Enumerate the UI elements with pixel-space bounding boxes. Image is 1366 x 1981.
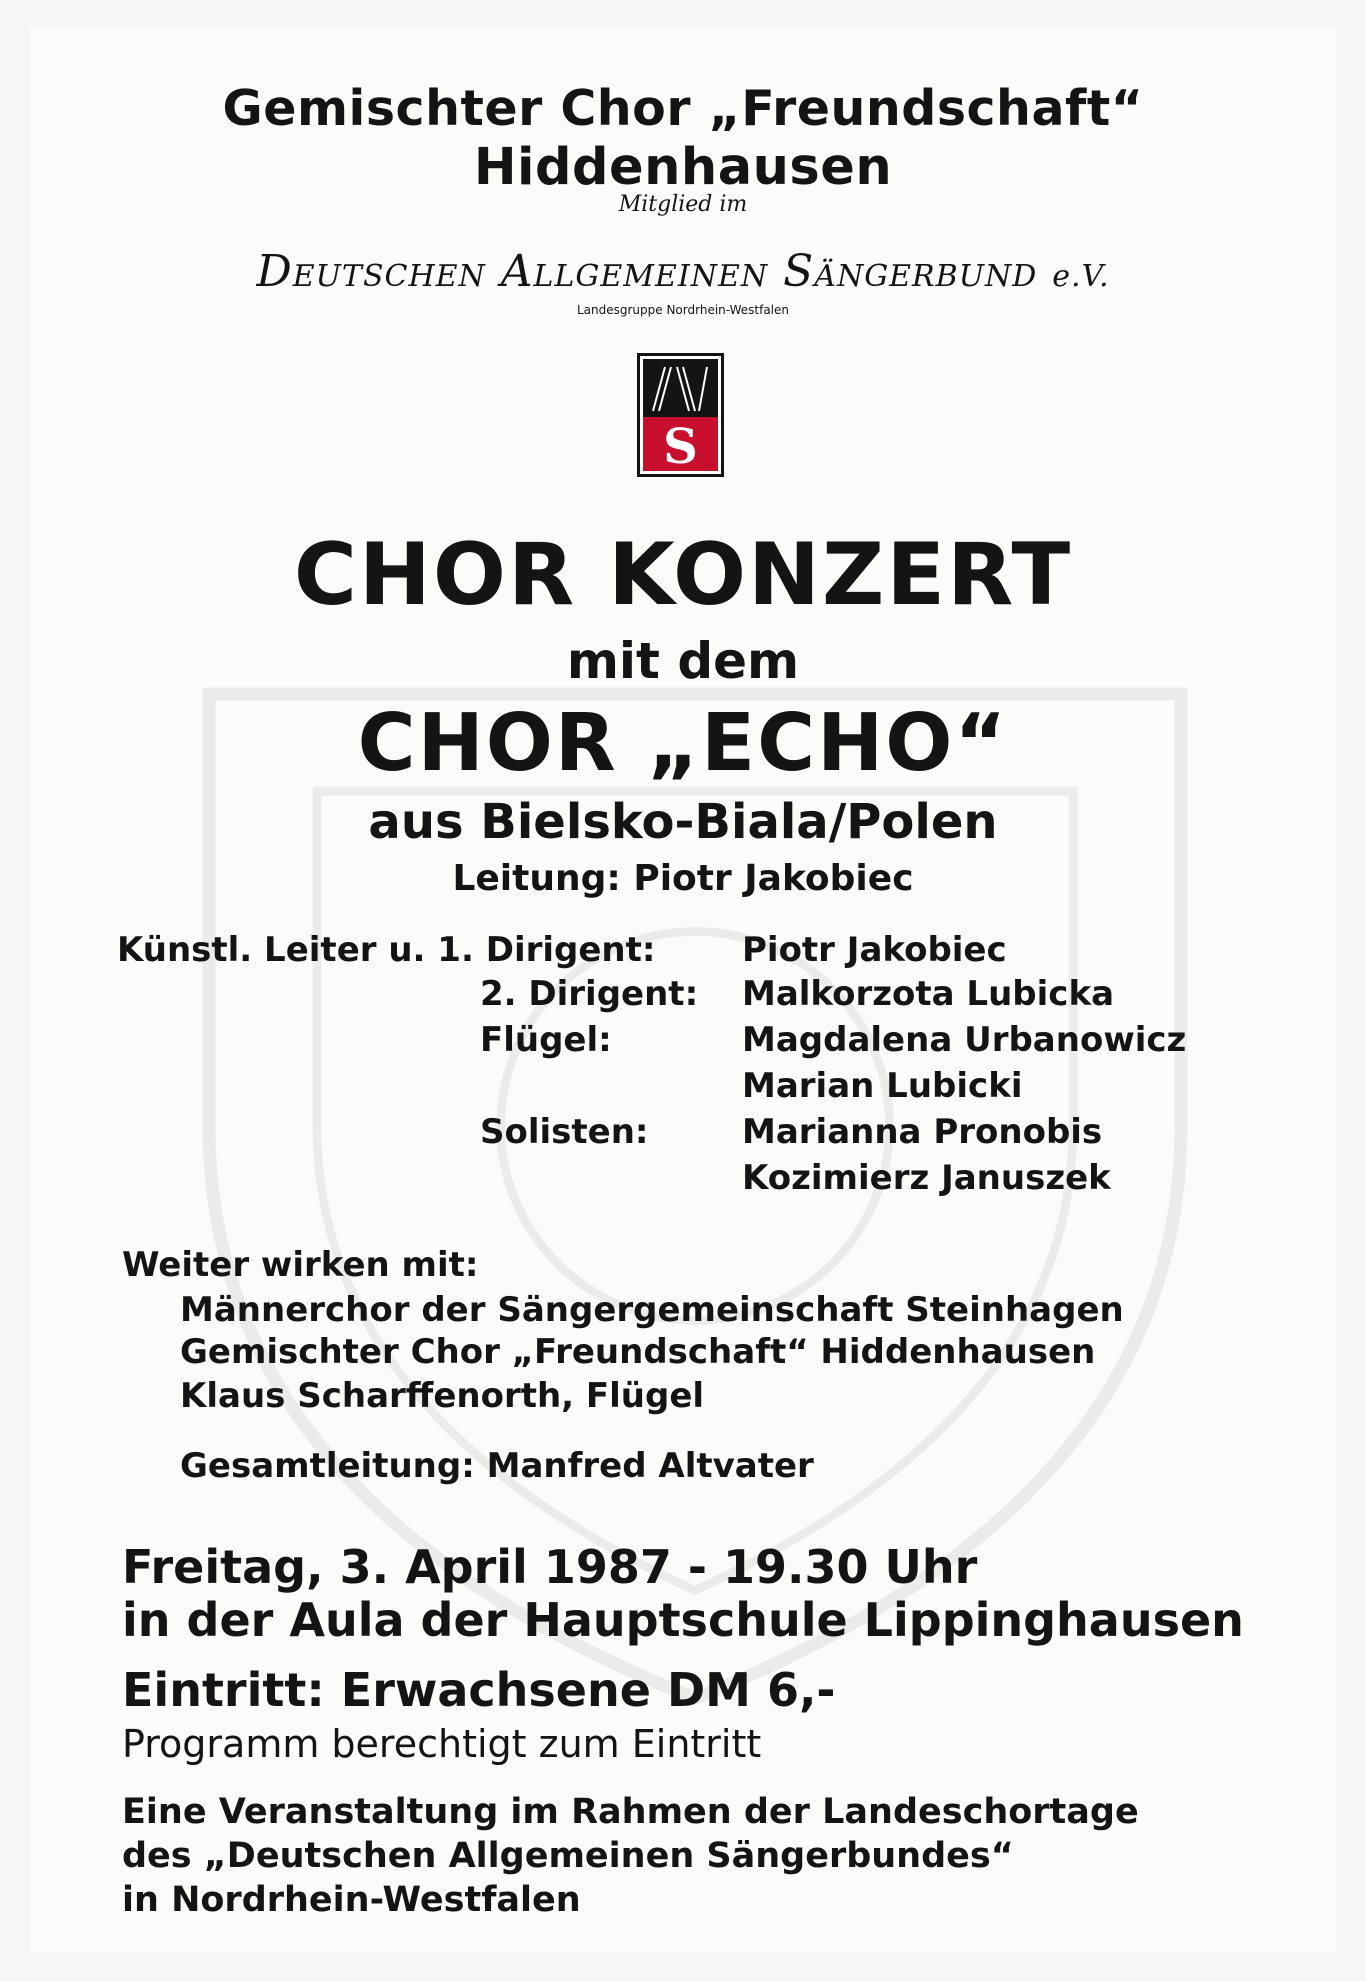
- credit-value: Piotr Jakobiec: [742, 930, 1007, 970]
- participant-item: Gemischter Chor „Freundschaft“ Hiddenhausen: [180, 1332, 1096, 1372]
- organization-town: Hiddenhausen: [473, 138, 893, 197]
- federation-subtitle: Landesgruppe Nordrhein-Westfalen: [576, 303, 790, 317]
- logo-letter: S: [663, 419, 698, 475]
- participant-item: Klaus Scharffenorth, Flügel: [180, 1376, 705, 1416]
- participants-heading: Weiter wirken mit:: [122, 1245, 479, 1285]
- credit-label: Flügel:: [480, 1020, 612, 1060]
- concert-title: CHOR KONZERT: [293, 525, 1073, 625]
- credit-label: Künstl. Leiter u. 1. Dirigent:: [117, 930, 656, 970]
- credit-label: Solisten:: [480, 1112, 649, 1152]
- program-note: Programm berechtigt zum Eintritt: [122, 1722, 762, 1766]
- guest-choir-name: CHOR „ECHO“: [357, 697, 1009, 789]
- footer-line: Eine Veranstaltung im Rahmen der Landeschortage: [122, 1792, 1139, 1832]
- participant-item: Männerchor der Sängergemeinschaft Steinhagen: [180, 1290, 1124, 1330]
- member-of-label: Mitglied im: [618, 192, 748, 217]
- credit-value: Magdalena Urbanowicz: [742, 1020, 1187, 1060]
- event-venue: in der Aula der Hauptschule Lippinghausen: [122, 1593, 1244, 1647]
- credit-value: Marian Lubicki: [742, 1066, 1023, 1106]
- federation-logo: [637, 353, 724, 477]
- organization-name: Gemischter Chor „Freundschaft“: [222, 80, 1144, 137]
- footer-line: des „Deutschen Allgemeinen Sängerbundes“: [122, 1836, 1014, 1876]
- credit-label: 2. Dirigent:: [480, 974, 699, 1014]
- footer-line: in Nordrhein-Westfalen: [122, 1880, 581, 1920]
- credit-value: Kozimierz Januszek: [742, 1158, 1111, 1198]
- federation-name: DEUTSCHEN ALLGEMEINEN SÄNGERBUND e.V.: [256, 246, 1110, 297]
- overall-direction: Gesamtleitung: Manfred Altvater: [180, 1446, 814, 1486]
- credit-value: Malkorzota Lubicka: [742, 974, 1115, 1014]
- guest-choir-direction: Leitung: Piotr Jakobiec: [452, 858, 914, 899]
- event-admission: Eintritt: Erwachsene DM 6,-: [122, 1663, 836, 1717]
- credit-value: Marianna Pronobis: [742, 1112, 1103, 1152]
- guest-choir-origin: aus Bielsko-Biala/Polen: [368, 794, 998, 850]
- event-date-time: Freitag, 3. April 1987 - 19.30 Uhr: [122, 1540, 978, 1594]
- concert-with-label: mit dem: [566, 632, 800, 690]
